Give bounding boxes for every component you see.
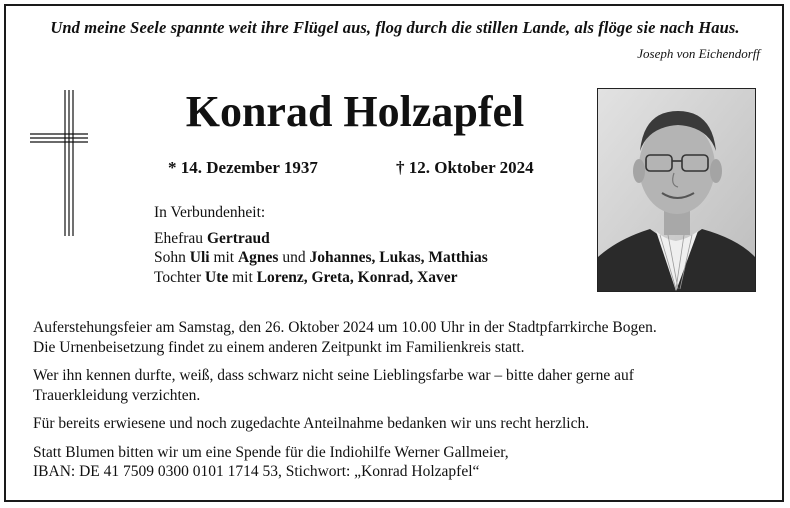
- cross-icon: [28, 88, 90, 238]
- portrait-photo: [597, 88, 756, 292]
- quote-text: Und meine Seele spannte weit ihre Flügel aus, flog durch die stillen Lande, als flöge sie nach Haus.: [50, 18, 740, 37]
- paragraph-donation: Statt Blumen bitten wir um eine Spende für die Indiohilfe Werner Gallmeier, IBAN: DE 41 7509 0300 0101 1714 53, Stichwort: „Konrad Holzapfel“: [33, 443, 509, 480]
- paragraph-ceremony: Auferstehungsfeier am Samstag, den 26. Oktober 2024 um 10.00 Uhr in der Stadtpfarrkirche Bogen. Die Urnenbeisetzung findet zu einem anderen Zeitpunkt im Familienkreis statt.: [33, 319, 657, 356]
- paragraph-thanks: Für bereits erwiesene und noch zugedachte Anteilnahme bedanken wir uns recht herzlich.: [33, 415, 590, 432]
- family-line-daughter: Tochter Ute mit Lorenz, Greta, Konrad, Xaver: [154, 268, 458, 286]
- family-line-son: Sohn Uli mit Agnes und Johannes, Lukas, Matthias: [154, 249, 488, 266]
- quote-author: Joseph von Eichendorff: [637, 46, 760, 61]
- family-line-spouse: Ehefrau Gertraud: [154, 229, 270, 247]
- death-date: † 12. Oktober 2024: [396, 158, 534, 177]
- birth-date: * 14. Dezember 1937: [168, 158, 318, 177]
- family-list: [154, 203, 488, 287]
- deceased-name: Konrad Holzapfel: [185, 87, 525, 136]
- notice-body: [33, 318, 763, 491]
- paragraph-dresscode: Wer ihn kennen durfte, weiß, dass schwarz nicht seine Lieblingsfarbe war – bitte daher gerne auf Trauerkleidung verzichten.: [33, 367, 634, 404]
- family-intro: In Verbundenheit:: [154, 204, 266, 221]
